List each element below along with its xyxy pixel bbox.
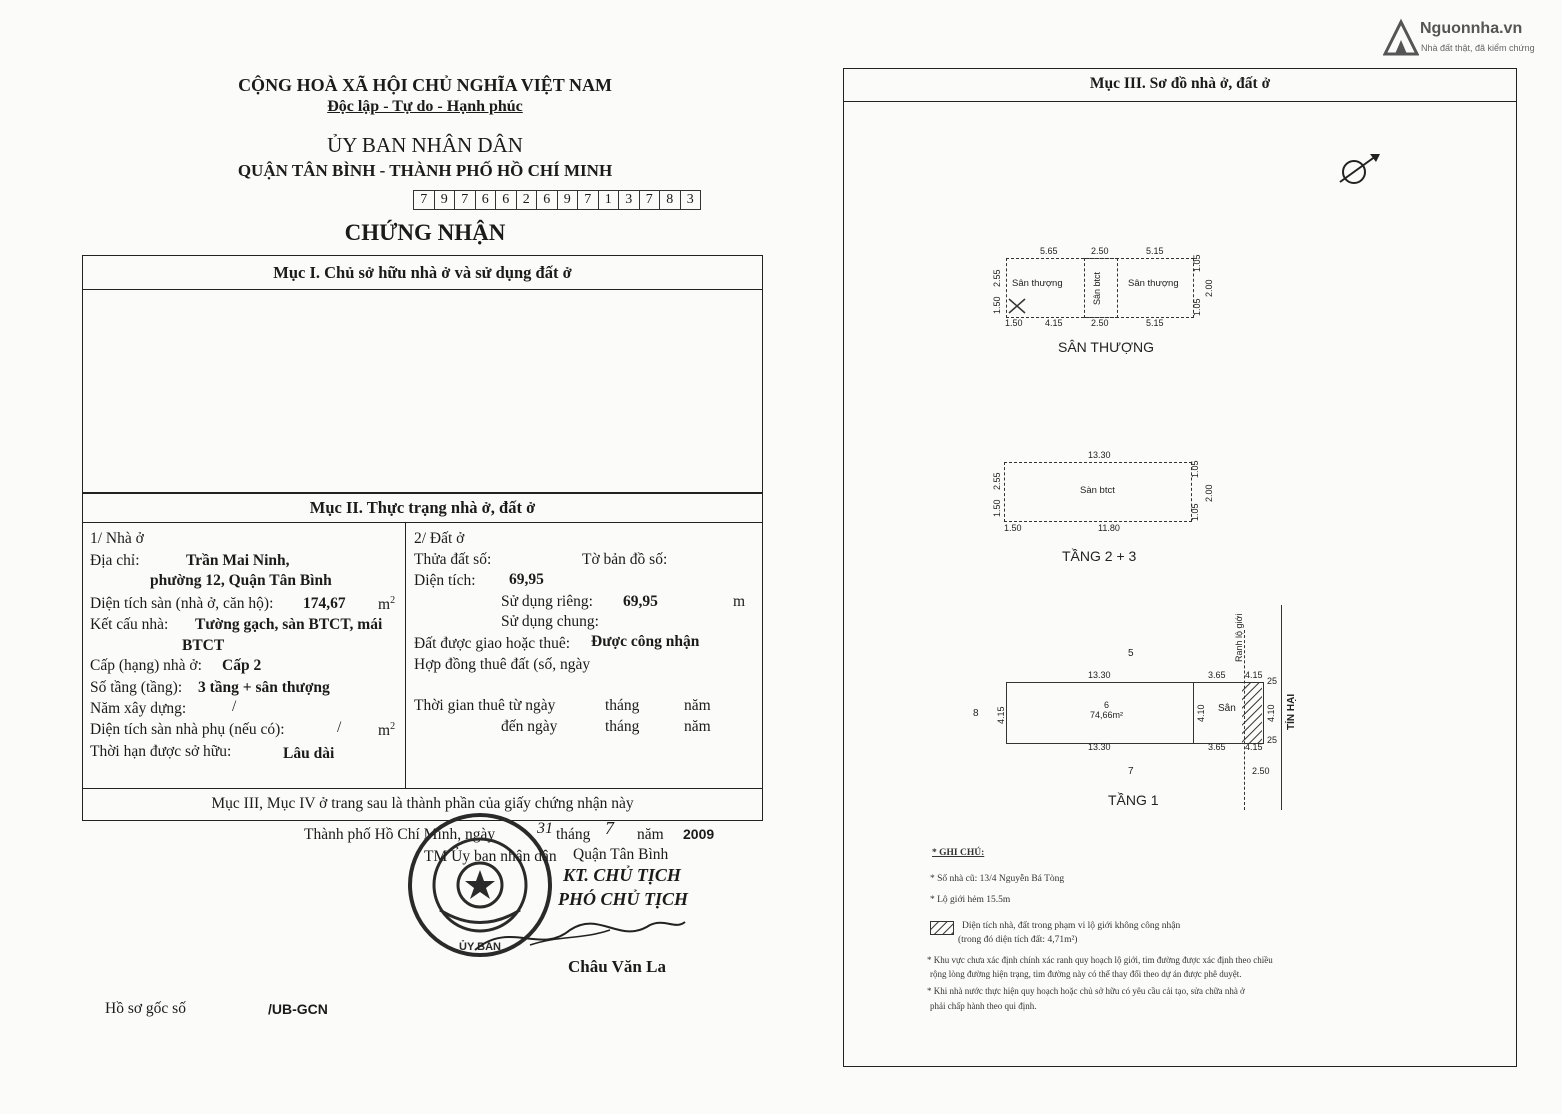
north-arrow-icon <box>1330 150 1382 190</box>
note-b-1: * Khi nhà nước thực hiện quy hoạch hoặc chủ sở hữu có yêu cầu cải tạo, sửa chữa nhà ở <box>927 986 1245 996</box>
floor-area-value: 174,67 <box>303 595 346 612</box>
rooftop-left-dim-2: 1.50 <box>992 296 1002 314</box>
floor23-caption: TẦNG 2 + 3 <box>1062 548 1137 564</box>
hatch-legend-icon <box>930 921 954 935</box>
floor1-right-dim-1: 25 <box>1267 676 1278 686</box>
aux-area-value: / <box>337 719 342 736</box>
floor23-bottom-dim-2: 11.80 <box>1098 523 1120 533</box>
note-a-1: * Khu vực chưa xác định chính xác ranh quy hoạch lộ giới, tim đường được xác định theo chiều <box>927 955 1273 965</box>
rooftop-left-label: Sân thượng <box>1012 278 1063 289</box>
private-label: Sử dụng riêng: <box>501 593 593 610</box>
date-year: 2009 <box>683 826 715 842</box>
private-value: 69,95 <box>623 593 658 610</box>
floor23-bottom-dim-1: 1.50 <box>1004 523 1022 533</box>
year-label-sign: năm <box>637 826 664 843</box>
floor1-bottom-dim-3: 4.15 <box>1245 742 1263 752</box>
floor1-inner-dim: 4.10 <box>1196 704 1206 722</box>
file-code: /UB-GCN <box>268 1001 328 1017</box>
rooftop-caption: SÂN THƯỢNG <box>1058 339 1155 355</box>
note-road-width: * Lộ giới hẻm 15.5m <box>930 895 1011 905</box>
floor1-right-dim-2: 4.10 <box>1266 704 1276 722</box>
serial-digit: 9 <box>435 191 456 209</box>
note-legend-1: Diện tích nhà, đất trong phạm vi lộ giới không công nhận <box>962 921 1181 931</box>
role-1: KT. CHỦ TỊCH <box>563 865 681 885</box>
lease-year-2: năm <box>684 718 711 735</box>
serial-digit: 6 <box>537 191 558 209</box>
on-behalf: TM Ủy ban nhân dân <box>424 848 557 865</box>
notes-title: * GHI CHÚ: <box>932 848 985 858</box>
map-sheet-label: Tờ bản đồ số: <box>582 551 668 568</box>
serial-digit: 9 <box>558 191 579 209</box>
note-b-2: phải chấp hành theo qui định. <box>930 1001 1037 1011</box>
common-label: Sử dụng chung: <box>501 613 599 630</box>
private-unit: m <box>733 593 746 610</box>
grade-label: Cấp (hạng) nhà ở: <box>90 657 202 674</box>
grade-value: Cấp 2 <box>222 657 262 674</box>
rooftop-bottom-dim-2: 4.15 <box>1045 318 1063 328</box>
floor1-bottom-dim-2: 3.65 <box>1208 742 1226 752</box>
serial-digit: 1 <box>599 191 620 209</box>
floor1-top-dim-2: 3.65 <box>1208 670 1226 680</box>
serial-digit: 6 <box>476 191 497 209</box>
note-house-no: * Số nhà cũ: 13/4 Nguyễn Bá Tòng <box>930 874 1065 884</box>
road-dim: 2.50 <box>1252 766 1270 776</box>
floor1-caption: TẦNG 1 <box>1108 792 1159 808</box>
lease-time-label: Thời gian thuê từ ngày <box>414 697 556 714</box>
document-title: CHỨNG NHẬN <box>344 220 506 245</box>
serial-number <box>413 190 701 210</box>
lease-month-2: tháng <box>605 718 640 735</box>
year-label: Năm xây dựng: <box>90 700 187 717</box>
serial-digit: 3 <box>681 191 702 209</box>
floor-area-unit: $m^2$ <box>378 595 396 614</box>
national-title: CỘNG HOÀ XÃ HỘI CHỦ NGHĨA VIỆT NAM <box>238 75 612 95</box>
term-label: Thời hạn được sở hữu: <box>90 743 232 760</box>
section-1-title: Mục I. Chủ sở hữu nhà ở và sử dụng đất ở <box>273 263 572 282</box>
signer-name: Châu Văn La <box>568 957 666 976</box>
structure-value-2: BTCT <box>182 637 225 654</box>
floor23-label: Sàn btct <box>1080 485 1115 496</box>
land-heading: 2/ Đất ở <box>414 530 465 547</box>
setback-label: Ranh lộ giới <box>1234 613 1244 662</box>
note-a-2: rộng lòng đường hiện trạng, tim đường này có thể thay đổi theo dự án được phê duyệt. <box>930 969 1242 979</box>
floor23-left-dim-1: 2.55 <box>992 472 1002 490</box>
rooftop-top-dim-2: 2.50 <box>1091 246 1109 256</box>
rooftop-right-dim-3: 1.05 <box>1192 298 1202 316</box>
serial-digit: 3 <box>619 191 640 209</box>
floor-area-label: Diện tích sàn (nhà ở, căn hộ): <box>90 595 274 612</box>
house-logo-icon <box>1383 18 1419 56</box>
motto: Độc lập - Tự do - Hạnh phúc <box>327 98 523 115</box>
rooftop-bottom-dim-1: 1.50 <box>1005 318 1023 328</box>
lease-contract-label: Hợp đồng thuê đất (số, ngày <box>414 656 591 673</box>
rooftop-right-dim-2: 2.00 <box>1204 279 1214 297</box>
section-3-title: Mục III. Sơ đồ nhà ở, đất ở <box>1089 75 1271 92</box>
house-heading: 1/ Nhà ở <box>90 530 144 547</box>
floor23-right-dim-1: 1.05 <box>1190 460 1200 478</box>
rooftop-bottom-dim-4: 5.15 <box>1146 318 1164 328</box>
section-3-box <box>843 68 1517 1067</box>
address-line-1: Trần Mai Ninh, <box>186 552 290 569</box>
rooftop-void-icon <box>1007 297 1027 315</box>
street-label: TÍN HẠI <box>1286 693 1297 730</box>
serial-digit: 7 <box>414 191 435 209</box>
month-label: tháng <box>556 826 591 843</box>
watermark-logo <box>1383 18 1419 56</box>
year-value: / <box>232 698 237 715</box>
address-line-2: phường 12, Quận Tân Bình <box>150 572 332 589</box>
rooftop-top-dim-1: 5.65 <box>1040 246 1058 256</box>
aux-area-unit: $m^2$ <box>378 721 396 740</box>
allocation-value: Được công nhận <box>591 633 700 650</box>
term-value: Lâu dài <box>283 745 335 762</box>
rooftop-left-dim-1: 2.55 <box>992 269 1002 287</box>
rooftop-bottom-dim-3: 2.50 <box>1091 318 1109 328</box>
lease-to-label: đến ngày <box>501 718 558 735</box>
rooftop-right-dim-1: 1.05 <box>1192 254 1202 272</box>
serial-digit: 7 <box>640 191 661 209</box>
structure-value-1: Tường gạch, sàn BTCT, mái <box>195 616 383 633</box>
floor1-top-dim-3: 4.15 <box>1245 670 1263 680</box>
section-2-title: Mục II. Thực trạng nhà ở, đất ở <box>309 498 536 517</box>
file-label: Hồ sơ gốc số <box>105 1000 186 1017</box>
floor23-right-dim-3: 1.05 <box>1190 503 1200 521</box>
role-2: PHÓ CHỦ TỊCH <box>558 889 689 909</box>
allocation-label: Đất được giao hoặc thuê: <box>414 635 571 652</box>
floor1-right-dim-3: 25 <box>1267 735 1278 745</box>
lease-month-1: tháng <box>605 697 640 714</box>
floor1-left-dim: 4.15 <box>996 706 1006 724</box>
section-1-box <box>82 255 763 494</box>
floor1-top-dim-1: 13.30 <box>1088 670 1111 680</box>
place-date: Thành phố Hồ Chí Minh, ngày <box>304 826 496 843</box>
sign-district: Quận Tân Bình <box>573 846 669 863</box>
floor23-right-dim-2: 2.00 <box>1204 484 1214 502</box>
floor23-left-dim-2: 1.50 <box>992 499 1002 517</box>
aux-area-label: Diện tích sàn nhà phụ (nếu có): <box>90 721 285 738</box>
rooftop-right-label: Sân thượng <box>1128 278 1179 289</box>
south-neighbor: 7 <box>1128 766 1134 777</box>
yard-label: Sân <box>1218 703 1236 714</box>
watermark-brand: Nguonnha.vn <box>1420 20 1523 37</box>
north-neighbor: 5 <box>1128 648 1134 659</box>
lease-year-1: năm <box>684 697 711 714</box>
address-label: Địa chỉ: <box>90 552 140 569</box>
area-value: 69,95 <box>509 571 544 588</box>
lot-area: 74,66m² <box>1090 710 1124 720</box>
floor23-top-dim: 13.30 <box>1088 450 1111 460</box>
serial-digit: 8 <box>660 191 681 209</box>
area-label: Diện tích: <box>414 572 476 589</box>
watermark-tagline: Nhà đất thật, đã kiểm chứng <box>1421 43 1535 53</box>
issuer: ỦY BAN NHÂN DÂN <box>327 133 523 157</box>
issuer-district: QUẬN TÂN BÌNH - THÀNH PHỐ HỒ CHÍ MINH <box>237 161 613 180</box>
setback-hatch <box>1242 682 1262 744</box>
signature <box>470 900 690 960</box>
rooftop-top-dim-3: 5.15 <box>1146 246 1164 256</box>
floors-label: Số tầng (tầng): <box>90 679 183 696</box>
floors-value: 3 tầng + sân thượng <box>198 679 330 696</box>
serial-digit: 7 <box>455 191 476 209</box>
lot-number: 6 <box>1104 700 1110 710</box>
date-month: 7 <box>605 818 614 838</box>
date-day: 31 <box>537 820 553 837</box>
structure-label: Kết cấu nhà: <box>90 616 169 633</box>
serial-digit: 2 <box>517 191 538 209</box>
note-legend-2: (trong đó diện tích đất: 4,71m²) <box>958 935 1078 945</box>
rooftop-mid-label: Sân btct <box>1092 271 1102 305</box>
floor1-bottom-dim-1: 13.30 <box>1088 742 1111 752</box>
west-neighbor: 8 <box>973 708 979 719</box>
footer-note: Mục III, Mục IV ở trang sau là thành phần của giấy chứng nhận này <box>211 795 634 812</box>
serial-digit: 7 <box>578 191 599 209</box>
svg-text:ỦY BAN: ỦY BAN <box>459 941 501 953</box>
parcel-label: Thửa đất số: <box>414 551 492 568</box>
serial-digit: 6 <box>496 191 517 209</box>
